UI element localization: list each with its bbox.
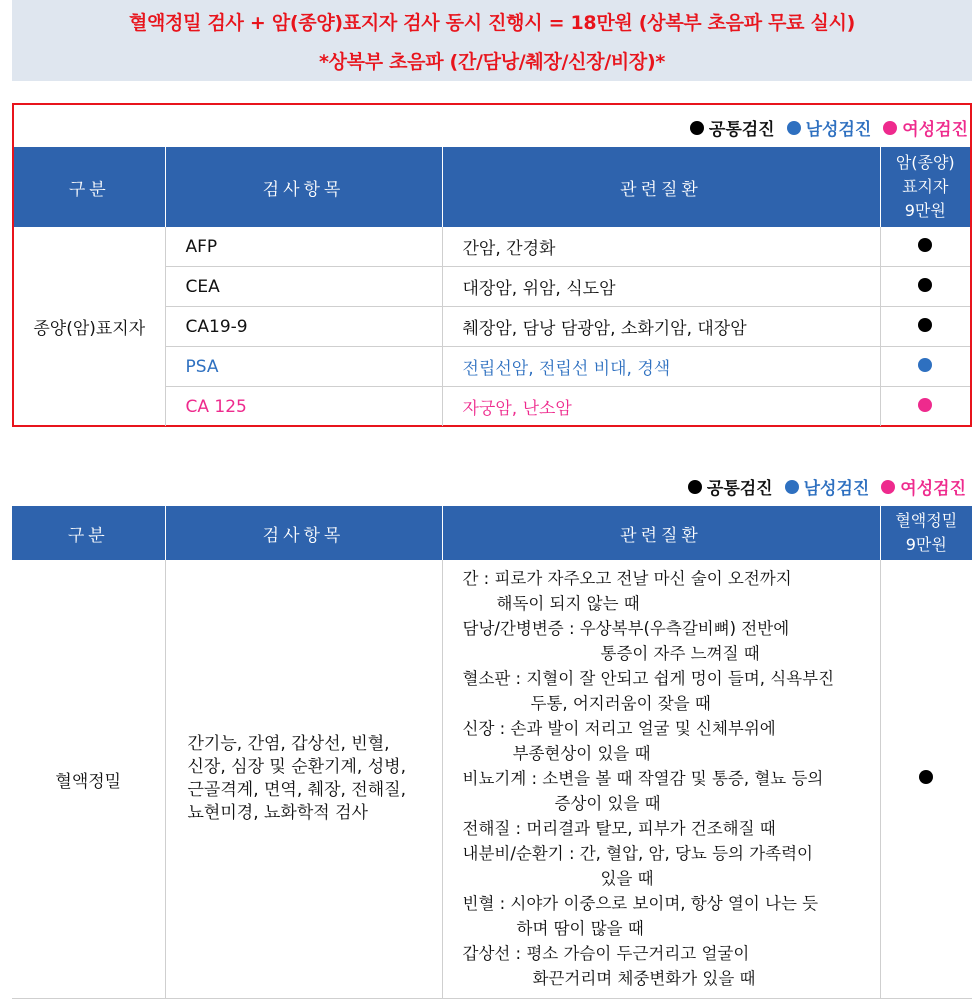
header-items: 검사항목 — [165, 506, 442, 560]
disease-line: 화끈거리며 체중변화가 있을 때 — [532, 969, 756, 988]
legend-female — [883, 115, 968, 140]
disease-afp: 간암, 간경화 — [442, 227, 880, 267]
disease-line: 증상이 있을 때 — [554, 794, 661, 813]
legend — [690, 115, 968, 140]
header-diseases: 관련질환 — [442, 147, 880, 227]
disease-line: 갑상선 : 평소 가슴이 두근거리고 얼굴이 — [462, 944, 750, 963]
item-ca199: CA19-9 — [165, 307, 442, 347]
header-price-line1: 암(종양) — [895, 153, 955, 172]
legend-common — [690, 115, 775, 140]
disease-line: 간 : 피로가 자주오고 전날 마신 술이 오전까지 — [462, 569, 792, 588]
disease-line: 혈소판 : 지혈이 잘 안되고 쉽게 멍이 들며, 식욕부진 — [462, 669, 835, 688]
legend-female-label: 여성검진 — [902, 120, 968, 140]
header-diseases: 관련질환 — [442, 506, 880, 560]
disease-line: 비뇨기계 : 소변을 볼 때 작열감 및 통증, 혈뇨 등의 — [462, 769, 824, 788]
legend-common-label: 공통검진 — [708, 120, 775, 140]
header-price — [880, 506, 972, 560]
blue-dot-icon — [787, 121, 801, 135]
blue-dot-icon — [918, 358, 932, 372]
header-price — [880, 147, 970, 227]
disease-line: 내분비/순환기 : 간, 혈압, 암, 당뇨 등의 가족력이 — [462, 844, 813, 863]
item-ca125: CA 125 — [165, 387, 442, 427]
black-dot-icon — [690, 121, 704, 135]
legend-common — [688, 474, 773, 499]
disease-ca125: 자궁암, 난소암 — [442, 387, 880, 427]
legend-female-label: 여성검진 — [900, 479, 966, 499]
item-line: 뇨현미경, 뇨화학적 검사 — [187, 803, 368, 823]
disease-line: 해독이 되지 않는 때 — [496, 594, 640, 613]
header-price-line3: 9만원 — [904, 201, 946, 220]
header-price-line2: 9만원 — [905, 535, 947, 554]
marker-psa — [880, 347, 970, 387]
category-cell: 혈액정밀 — [12, 560, 165, 999]
black-dot-icon — [688, 480, 702, 494]
header-category: 구분 — [12, 506, 165, 560]
legend-female — [881, 474, 966, 499]
disease-ca199: 췌장암, 담낭 담광암, 소화기암, 대장암 — [442, 307, 880, 347]
promo-line-2: *상복부 초음파 (간/담낭/췌장/신장/비장)* — [318, 51, 666, 73]
item-cea: CEA — [165, 267, 442, 307]
disease-cea: 대장암, 위암, 식도암 — [442, 267, 880, 307]
black-dot-icon — [918, 278, 932, 292]
disease-line: 신장 : 손과 발이 저리고 얼굴 및 신체부위에 — [462, 719, 776, 738]
marker-ca125 — [880, 387, 970, 427]
legend-male — [787, 115, 872, 140]
item-line: 근골격계, 면역, 췌장, 전해질, — [187, 780, 406, 800]
legend-male-label: 남성검진 — [805, 120, 872, 140]
black-dot-icon — [919, 770, 933, 784]
legend-male — [785, 474, 870, 499]
pink-dot-icon — [918, 398, 932, 412]
disease-psa: 전립선암, 전립선 비대, 경색 — [442, 347, 880, 387]
disease-line: 전해질 : 머리결과 탈모, 피부가 건조해질 때 — [462, 819, 776, 838]
item-afp: AFP — [165, 227, 442, 267]
tumor-marker-table — [14, 147, 970, 426]
pink-dot-icon — [883, 121, 897, 135]
disease-line: 통증이 자주 느껴질 때 — [600, 644, 760, 663]
legend-common-label: 공통검진 — [706, 479, 773, 499]
disease-line: 담낭/간병변증 : 우상복부(우측갈비뼈) 전반에 — [462, 619, 790, 638]
marker-cea — [880, 267, 970, 307]
legend-male-label: 남성검진 — [803, 479, 870, 499]
blood-test-table — [12, 506, 972, 999]
legend-2 — [688, 474, 966, 499]
item-line: 신장, 심장 및 순환기계, 성병, — [187, 757, 406, 777]
marker-blood — [880, 560, 972, 999]
black-dot-icon — [918, 238, 932, 252]
disease-line: 두통, 어지러움이 잦을 때 — [530, 694, 711, 713]
tumor-marker-panel — [12, 103, 972, 427]
disease-line: 빈혈 : 시야가 이중으로 보이며, 항상 열이 나는 듯 — [462, 894, 819, 913]
marker-afp — [880, 227, 970, 267]
promo-line-1: 혈액정밀 검사 + 암(종양)표지자 검사 동시 진행시 = 18만원 (상복부 초음파 무료 실시) — [128, 12, 856, 34]
disease-line: 있을 때 — [600, 869, 654, 888]
promo-banner — [12, 0, 972, 81]
marker-ca199 — [880, 307, 970, 347]
items-cell — [165, 560, 442, 999]
disease-line: 부종현상이 있을 때 — [512, 744, 651, 763]
blue-dot-icon — [785, 480, 799, 494]
category-cell: 종양(암)표지자 — [14, 227, 165, 426]
header-price-line2: 표지자 — [902, 177, 949, 196]
diseases-cell — [442, 560, 880, 999]
black-dot-icon — [918, 318, 932, 332]
header-price-line1: 혈액정밀 — [895, 511, 958, 530]
header-items: 검사항목 — [165, 147, 442, 227]
header-category: 구분 — [14, 147, 165, 227]
disease-line: 하며 땀이 많을 때 — [516, 919, 644, 938]
pink-dot-icon — [881, 480, 895, 494]
item-psa: PSA — [165, 347, 442, 387]
item-line: 간기능, 간염, 갑상선, 빈혈, — [187, 734, 390, 754]
